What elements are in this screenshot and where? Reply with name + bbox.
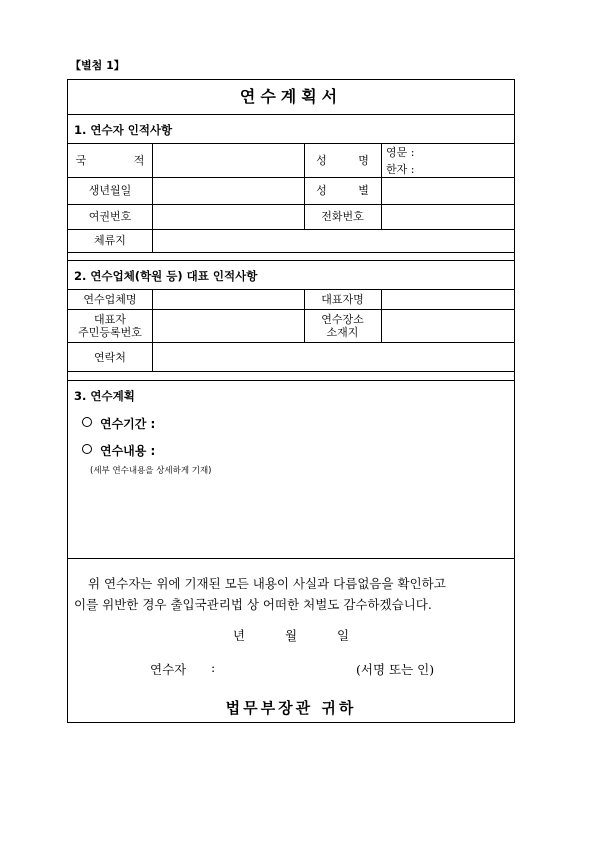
passport-label: 여권번호 bbox=[88, 210, 132, 223]
date-day: 일 bbox=[337, 628, 350, 643]
declaration-line1: 위 연수자는 위에 기재된 모든 내용이 사실과 다름없음을 확인하고 bbox=[88, 576, 446, 591]
addressee: 법무부장관 귀하 bbox=[225, 699, 357, 717]
name-chinese-label: 한자 : bbox=[386, 163, 415, 176]
form-title: 연수계획서 bbox=[68, 80, 514, 115]
rep-id-label-line1: 대표자 bbox=[94, 313, 126, 326]
contact-label: 연락처 bbox=[94, 351, 126, 364]
date-month: 월 bbox=[284, 628, 298, 643]
name-english-label: 영문 : bbox=[386, 146, 415, 159]
divider bbox=[68, 260, 514, 261]
sign-note: (서명 또는 인) bbox=[356, 662, 435, 677]
residence-label: 체류지 bbox=[94, 234, 126, 247]
divider bbox=[381, 289, 382, 342]
training-period bbox=[82, 415, 155, 432]
divider bbox=[68, 309, 514, 310]
declaration-line2: 이를 위반한 경우 출입국관리법 상 어떠한 처벌도 감수하겠습니다. bbox=[74, 597, 432, 612]
phone-label: 전화번호 bbox=[321, 210, 364, 223]
period-label: 연수기간 : bbox=[100, 417, 156, 431]
divider bbox=[68, 177, 514, 178]
circle-bullet-icon bbox=[82, 417, 92, 427]
divider bbox=[68, 252, 514, 253]
divider bbox=[68, 229, 514, 230]
birthdate-label: 생년월일 bbox=[88, 184, 132, 197]
training-content bbox=[82, 442, 155, 459]
signer-label: 연수자 bbox=[150, 662, 187, 677]
training-plan-form bbox=[67, 79, 515, 723]
divider bbox=[68, 371, 514, 372]
content-label: 연수내용 : bbox=[100, 444, 156, 458]
company-label: 연수업체명 bbox=[83, 293, 137, 306]
appendix-label: 【별첨 1】 bbox=[70, 59, 125, 72]
representative-label: 대표자명 bbox=[321, 293, 364, 306]
date-year: 년 bbox=[232, 628, 245, 643]
gender-label: 성 별 bbox=[316, 184, 383, 197]
circle-bullet-icon bbox=[82, 444, 92, 454]
section2-heading: 2. 연수업체(학원 등) 대표 인적사항 bbox=[74, 269, 258, 283]
location-label-line1: 연수장소 bbox=[321, 313, 364, 326]
name-label: 성 명 bbox=[316, 154, 383, 167]
signer-colon: : bbox=[211, 660, 216, 675]
divider bbox=[68, 143, 514, 144]
divider bbox=[68, 558, 514, 559]
content-note: (세부 연수내용을 상세하게 기재) bbox=[90, 466, 212, 476]
divider bbox=[68, 342, 514, 343]
nationality-label: 국 적 bbox=[75, 154, 167, 167]
divider bbox=[152, 289, 153, 371]
divider bbox=[68, 380, 514, 381]
date-row bbox=[68, 626, 514, 644]
section3-heading: 3. 연수계획 bbox=[74, 389, 135, 403]
divider bbox=[68, 204, 514, 205]
rep-id-label-line2: 주민등록번호 bbox=[78, 326, 142, 339]
section1-heading: 1. 연수자 인적사항 bbox=[74, 123, 173, 137]
divider bbox=[68, 289, 514, 290]
location-label-line2: 소재지 bbox=[326, 326, 359, 339]
